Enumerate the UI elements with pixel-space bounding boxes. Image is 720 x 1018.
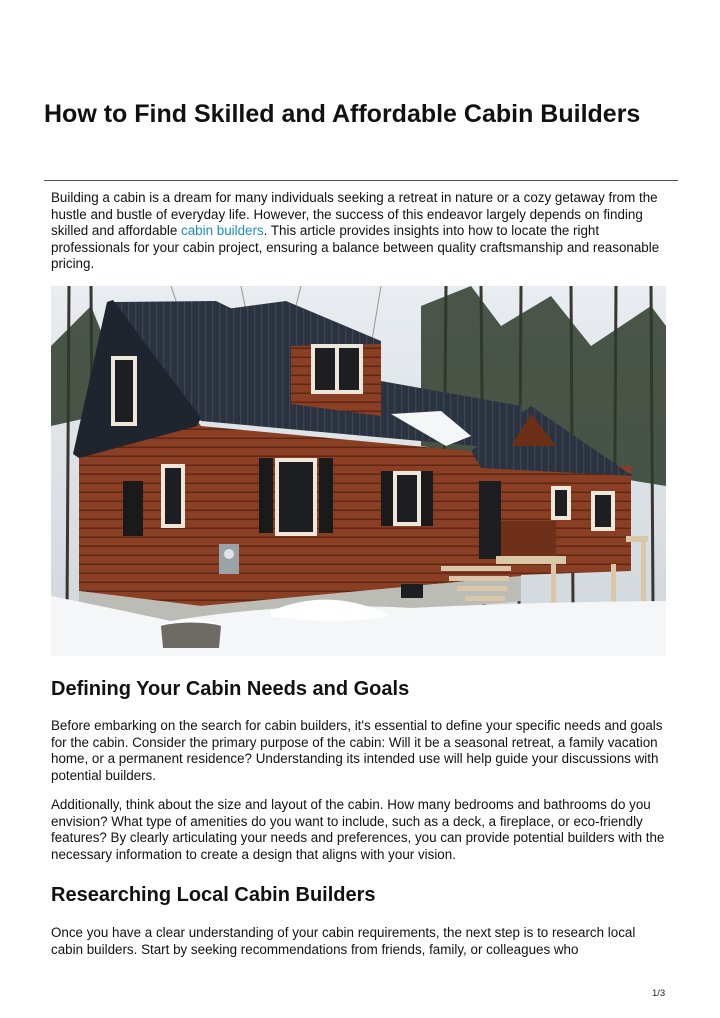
section-heading-needs: Defining Your Cabin Needs and Goals bbox=[51, 678, 410, 700]
log-cabin-photo bbox=[51, 286, 666, 656]
research-paragraph-1: Once you have a clear understanding of your cabin requirements, the next step is to research local cabin builders. Start by seeking recommendations from friends, family, or colleagues who bbox=[51, 925, 636, 957]
needs-paragraph-1: Before embarking on the search for cabin builders, it's essential to define your specific needs and goals for the cabin. Consider the primary purpose of the cabin: Will it be a seasonal retreat, a family vacation home, or a permanent residence? Understanding its intended use will help guide your discussions with potential builders. bbox=[51, 718, 663, 783]
section-heading-research: Researching Local Cabin Builders bbox=[51, 884, 376, 906]
title-divider bbox=[44, 180, 678, 181]
intro-paragraph bbox=[51, 190, 671, 273]
page-title: How to Find Skilled and Affordable Cabin Builders bbox=[44, 100, 641, 128]
cabin-builders-link[interactable]: cabin builders bbox=[181, 223, 264, 239]
page-number: 1/3 bbox=[652, 988, 666, 999]
intro-text-before: Building a cabin is a dream for many individuals seeking a retreat in nature or a cozy getaway from the hustle and bustle of everyday life. However, the success of this endeavor largely depends on finding skilled and affordable bbox=[51, 190, 658, 239]
needs-paragraph-2: Additionally, think about the size and layout of the cabin. How many bedrooms and bathrooms do you envision? What type of amenities do you want to include, such as a deck, a fireplace, or eco-friendly features? By clearly articulating your needs and preferences, you can provide potential builders with the necessary information to create a design that aligns with your vision. bbox=[51, 797, 665, 862]
intro-text-after: . This article provides insights into how to locate the right professionals for your cabin project, ensuring a balance between quality craftsmanship and reasonable pricing. bbox=[51, 223, 660, 272]
